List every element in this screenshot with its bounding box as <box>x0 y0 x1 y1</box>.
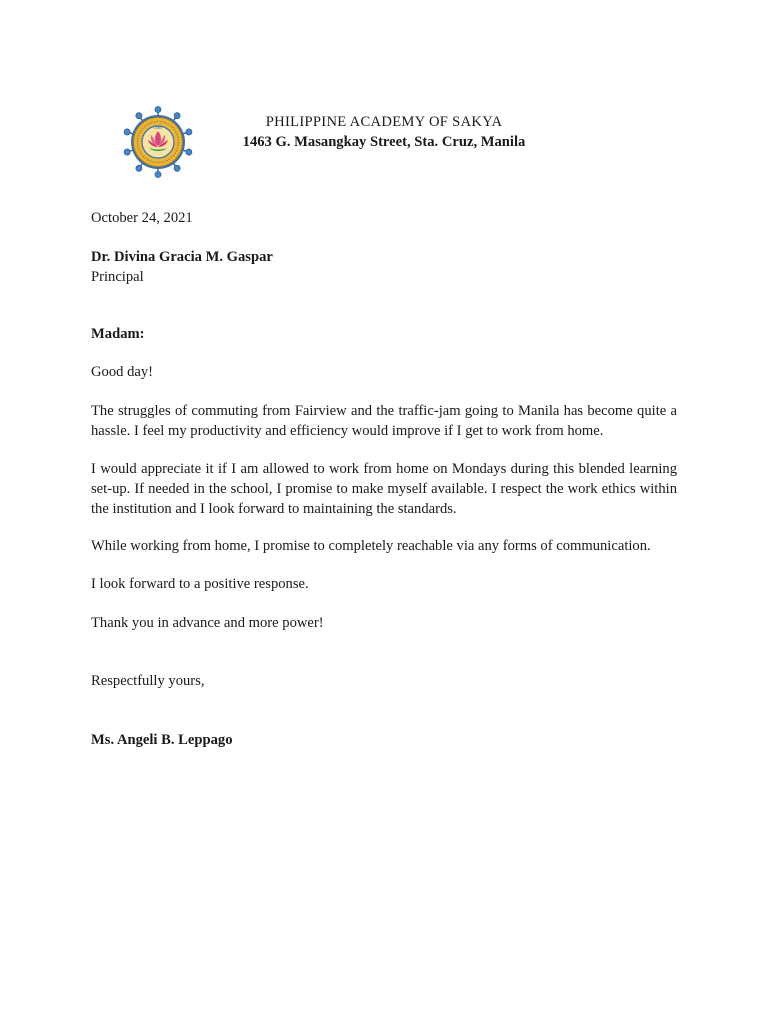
seal-bead <box>155 172 161 178</box>
seal-bead <box>174 113 180 119</box>
seal-bead <box>155 107 161 113</box>
seal-bead <box>174 165 180 171</box>
recipient-name: Dr. Divina Gracia M. Gaspar <box>91 249 273 265</box>
seal-bead <box>136 165 142 171</box>
letter-date: October 24, 2021 <box>91 210 193 226</box>
paragraph-commute: The struggles of commuting from Fairview and the traffic-jam going to Manila has become quite a hassle. I feel my productivity and efficiency would improve if I get to work from home. <box>91 403 677 439</box>
school-name: PHILIPPINE ACADEMY OF SAKYA <box>265 114 503 130</box>
signatory-name: Ms. Angeli B. Leppago <box>91 732 233 748</box>
school-seal-icon <box>120 106 196 178</box>
closing: Respectfully yours, <box>91 673 205 689</box>
seal-bead <box>186 149 192 155</box>
seal-bead <box>186 129 192 135</box>
greeting: Good day! <box>91 364 154 380</box>
recipient-title: Principal <box>91 269 144 285</box>
recipient-block <box>91 247 677 287</box>
letterhead <box>230 112 538 152</box>
seal-bead <box>136 113 142 119</box>
school-address: 1463 G. Masangkay Street, Sta. Cruz, Manila <box>242 134 526 150</box>
seal-bead <box>124 149 130 155</box>
paragraph-reachable: While working from home, I promise to completely reachable via any forms of communication. <box>91 538 651 554</box>
paragraph-response: I look forward to a positive response. <box>91 576 309 592</box>
paragraph-request: I would appreciate it if I am allowed to work from home on Mondays during this blended learning set-up. If needed in the school, I promise to make myself available. I respect the work ethics within the institution and I look forward to maintaining the standards. <box>91 461 677 517</box>
seal-year: 1960 <box>153 126 163 130</box>
salutation: Madam: <box>91 326 145 342</box>
seal-bead <box>124 129 130 135</box>
paragraph-thanks: Thank you in advance and more power! <box>91 615 324 631</box>
